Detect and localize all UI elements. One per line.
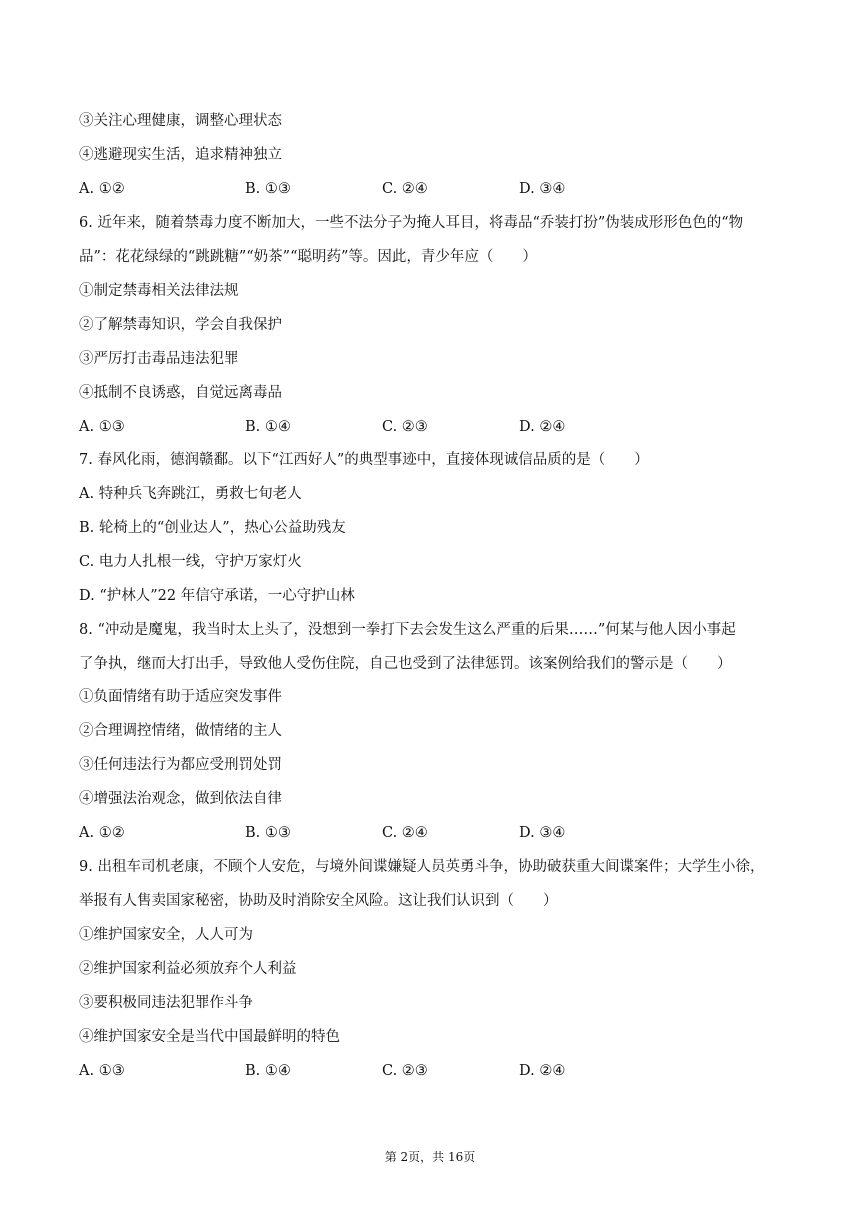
q9-statement-1: ①维护国家安全，人人可为 [79, 927, 253, 943]
q6-statement-3: ③严厉打击毒品违法犯罪 [79, 351, 239, 367]
q8-option-b: B. ①③ [245, 825, 291, 841]
q6-options [79, 417, 799, 437]
q5-statement-4: ④逃避现实生活，追求精神独立 [79, 147, 282, 163]
q7-option-c: C. 电力人扎根一线，守护万家灯火 [79, 554, 302, 570]
q9-option-c: C. ②③ [382, 1063, 428, 1079]
page-number-footer: 第 2页，共 16页 [384, 1150, 476, 1164]
q6-statement-2: ②了解禁毒知识，学会自我保护 [79, 317, 282, 333]
q5-option-b: B. ①③ [245, 181, 291, 197]
q8-option-c: C. ②④ [382, 825, 428, 841]
q7-stem: 7. 春风化雨，德润赣鄱。以下“江西好人”的典型事迹中，直接体现诚信品质的是（ ） [79, 452, 649, 468]
q9-options [79, 1061, 799, 1081]
q5-option-d: D. ③④ [519, 181, 566, 197]
q5-options [79, 179, 799, 199]
q7-option-b: B. 轮椅上的“创业达人”，热心公益助残友 [79, 520, 346, 536]
q9-stem-line-2: 举报有人售卖国家秘密，协助及时消除安全风险。这让我们认识到（ ） [79, 893, 558, 909]
q6-option-b: B. ①④ [245, 419, 291, 435]
q8-statement-4: ④增强法治观念，做到依法自律 [79, 791, 282, 807]
q8-option-a: A. ①② [79, 825, 125, 841]
q8-statement-2: ②合理调控情绪，做情绪的主人 [79, 723, 282, 739]
q6-option-a: A. ①③ [79, 419, 125, 435]
q9-stem-line-1: 9. 出租车司机老康，不顾个人安危，与境外间谍嫌疑人员英勇斗争，协助破获重大间谍案件；大学生小徐， [79, 859, 765, 875]
q6-stem-line-1: 6. 近年来，随着禁毒力度不断加大，一些不法分子为掩人耳目，将毒品“乔装打扮”伪装成形形色色的“物 [79, 215, 744, 231]
q9-option-d: D. ②④ [519, 1063, 566, 1079]
q6-stem-line-2: 品”：花花绿绿的“跳跳糖”“奶茶”“聪明药”等。因此，青少年应（ ） [79, 249, 537, 265]
q8-options [79, 823, 799, 843]
q6-option-c: C. ②③ [382, 419, 428, 435]
q9-statement-2: ②维护国家利益必须放弃个人利益 [79, 961, 297, 977]
q9-option-b: B. ①④ [245, 1063, 291, 1079]
q9-option-a: A. ①③ [79, 1063, 125, 1079]
q8-statement-1: ①负面情绪有助于适应突发事件 [79, 689, 282, 705]
q6-option-d: D. ②④ [519, 419, 566, 435]
q6-statement-4: ④抵制不良诱惑，自觉远离毒品 [79, 385, 282, 401]
q8-statement-3: ③任何违法行为都应受刑罚处罚 [79, 757, 282, 773]
q7-option-d: D. “护林人”22 年信守承诺，一心守护山林 [79, 588, 355, 604]
q5-option-a: A. ①② [79, 181, 125, 197]
q8-stem-line-1: 8. “冲动是魔鬼，我当时太上头了，没想到一拳打下去会发生这么严重的后果……”何某与他人因小事起 [79, 622, 736, 638]
q7-option-a: A. 特种兵飞奔跳江，勇救七旬老人 [79, 486, 302, 502]
q5-statement-3: ③关注心理健康，调整心理状态 [79, 113, 282, 129]
q9-statement-3: ③要积极同违法犯罪作斗争 [79, 995, 253, 1011]
q5-option-c: C. ②④ [382, 181, 428, 197]
q8-option-d: D. ③④ [519, 825, 566, 841]
q8-stem-line-2: 了争执，继而大打出手，导致他人受伤住院，自己也受到了法律惩罚。该案例给我们的警示是（ ） [79, 656, 732, 672]
q9-statement-4: ④维护国家安全是当代中国最鲜明的特色 [79, 1029, 340, 1045]
q6-statement-1: ①制定禁毒相关法律法规 [79, 283, 239, 299]
